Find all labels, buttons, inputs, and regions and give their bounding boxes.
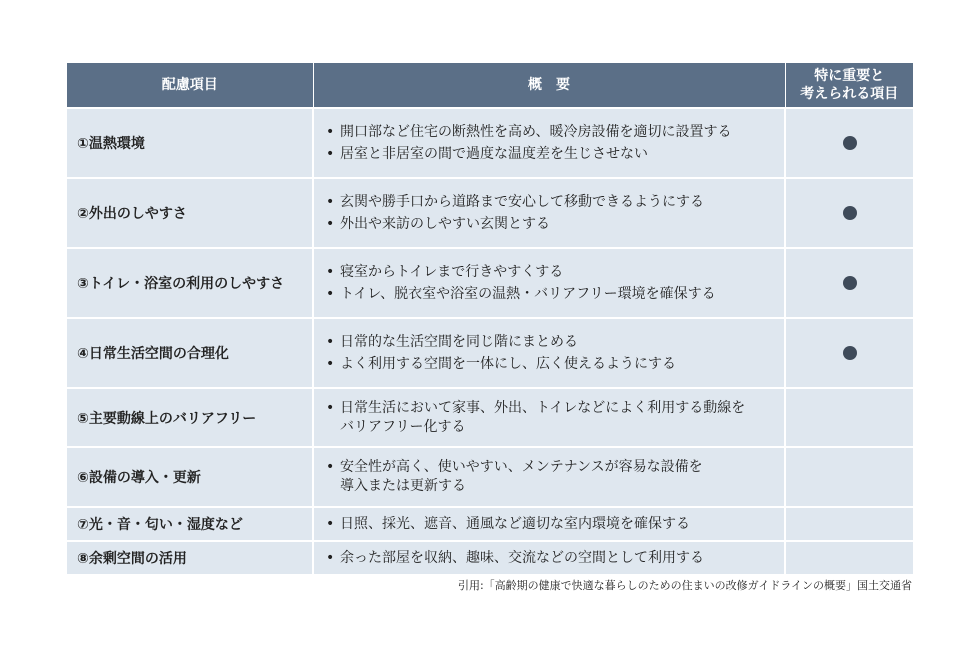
summary-point: • 日照、採光、遮音、通風など適切な室内環境を確保する [326,515,784,533]
summary-point: • 寝室からトイレまで行きやすくする [326,263,784,281]
filled-circle-icon [843,206,857,220]
row-important [785,178,913,248]
row-summary [313,178,785,248]
summary-point-line: 導入または更新する [340,478,466,494]
filled-circle-icon [843,276,857,290]
summary-point-line: • 安全性が高く、使いやすい、メンテナンスが容易な設備を [340,459,703,475]
row-important [785,108,913,178]
row-summary [313,507,785,541]
row-item: ②外出のしやすさ [67,178,313,248]
header-important-line2: 考えられる項目 [800,86,899,102]
summary-point: • 日常的な生活空間を同じ階にまとめる [326,333,784,351]
row-important [785,447,913,507]
row-important [785,318,913,388]
summary-point-line: バリアフリー化する [340,418,466,435]
summary-point [326,399,784,437]
table-row [67,507,913,541]
row-important [785,507,913,541]
row-item: ⑧余剰空間の活用 [67,541,313,574]
citation: 引用:「高齢期の健康で快適な暮らしのための住まいの改修ガイドラインの概要」国土交通省 [457,579,912,592]
summary-point: • 外出や来訪のしやすい玄関とする [326,215,784,233]
guideline-table [67,63,913,574]
row-summary [313,541,785,574]
header-important-line1: 特に重要と [814,68,885,84]
table-row [67,108,913,178]
header-summary: 概 要 [313,63,785,108]
row-summary [313,388,785,447]
table-row [67,447,913,507]
summary-point: • 居室と非居室の間で過度な温度差を生じさせない [326,145,784,163]
summary-point: • トイレ、脱衣室や浴室の温熱・バリアフリー環境を確保する [326,285,784,303]
summary-point: • 開口部など住宅の断熱性を高め、暖冷房設備を適切に設置する [326,123,784,141]
row-item: ⑦光・音・匂い・湿度など [67,507,313,541]
table-row [67,248,913,318]
row-summary [313,248,785,318]
row-summary [313,318,785,388]
summary-point: • 余った部屋を収納、趣味、交流などの空間として利用する [326,549,784,567]
table-row [67,541,913,574]
row-summary [313,447,785,507]
table-row [67,318,913,388]
row-item: ⑥設備の導入・更新 [67,447,313,507]
row-item: ④日常生活空間の合理化 [67,318,313,388]
header-item: 配慮項目 [67,63,313,108]
row-important [785,541,913,574]
filled-circle-icon [843,136,857,150]
header-important [785,63,913,108]
summary-point: • よく利用する空間を一体にし、広く使えるようにする [326,355,784,373]
row-item: ①温熱環境 [67,108,313,178]
table-row [67,178,913,248]
row-important [785,248,913,318]
header-row [67,63,913,108]
summary-point-line: • 日常生活において家事、外出、トイレなどによく利用する動線を [340,399,746,416]
filled-circle-icon [843,346,857,360]
row-summary [313,108,785,178]
table-row [67,388,913,447]
row-item: ⑤主要動線上のバリアフリー [67,388,313,447]
summary-point [326,458,784,496]
row-item: ③トイレ・浴室の利用のしやすさ [67,248,313,318]
summary-point: • 玄関や勝手口から道路まで安心して移動できるようにする [326,193,784,211]
row-important [785,388,913,447]
